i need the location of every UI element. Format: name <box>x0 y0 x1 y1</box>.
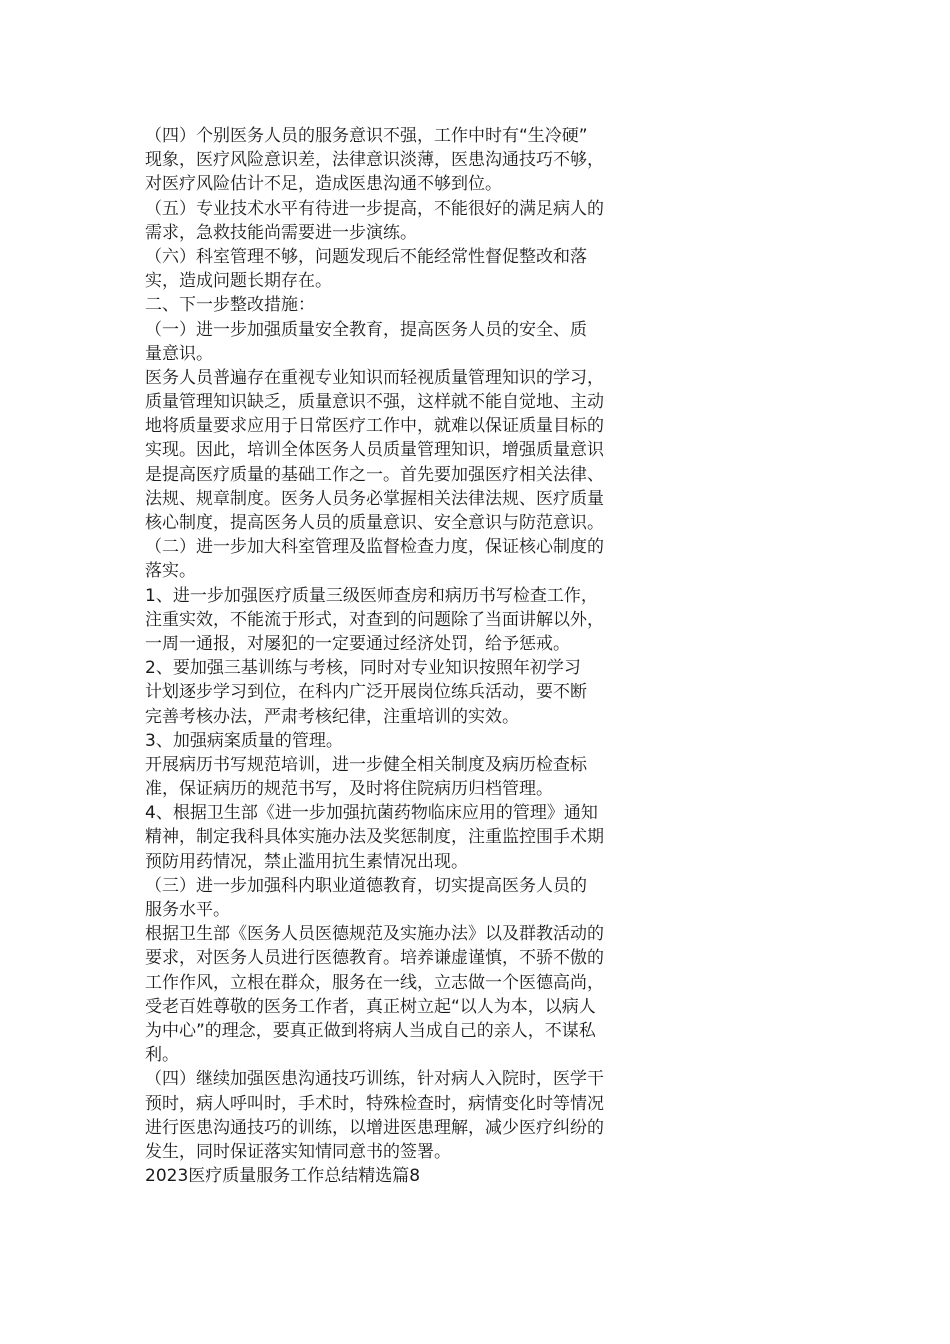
text-line: 工作作风，立根在群众，服务在一线，立志做一个医德高尚， <box>145 972 604 993</box>
text-line: 预时，病人呼叫时，手术时，特殊检查时，病情变化时等情况 <box>145 1093 604 1114</box>
text-line: 需求，急救技能尚需要进一步演练。 <box>145 222 417 243</box>
text-line: 1、进一步加强医疗质量三级医师查房和病历书写检查工作， <box>145 585 598 606</box>
text-line: 预防用药情况，禁止滥用抗生素情况出现。 <box>145 851 468 872</box>
text-line: 2、要加强三基训练与考核，同时对专业知识按照年初学习 <box>145 658 581 679</box>
text-line: （五）专业技术水平有待进一步提高，不能很好的满足病人的 <box>145 198 604 219</box>
text-line: 落实。 <box>145 561 196 582</box>
text-line: 发生，同时保证落实知情同意书的签署。 <box>145 1141 451 1162</box>
text-line: 质量管理知识缺乏，质量意识不强，这样就不能自觉地、主动 <box>145 392 604 413</box>
text-line: 实，造成问题长期存在。 <box>145 271 332 292</box>
text-line: （一）进一步加强质量安全教育，提高医务人员的安全、质 <box>145 319 587 340</box>
text-line: 受老百姓尊敬的医务工作者，真正树立起“以人为本，以病人 <box>145 996 596 1017</box>
text-line: 4、根据卫生部《进一步加强抗菌药物临床应用的管理》通知 <box>145 803 598 824</box>
text-line: 是提高医疗质量的基础工作之一。首先要加强医疗相关法律、 <box>145 464 604 485</box>
text-line: （六）科室管理不够，问题发现后不能经常性督促整改和落 <box>145 246 587 267</box>
text-line: 对医疗风险估计不足，造成医患沟通不够到位。 <box>145 174 502 195</box>
text-line: 根据卫生部《医务人员医德规范及实施办法》以及群教活动的 <box>145 924 604 945</box>
text-line: 法规、规章制度。医务人员务必掌握相关法律法规、医疗质量 <box>145 488 604 509</box>
text-line: 二、下一步整改措施： <box>145 295 315 316</box>
text-line: 计划逐步学习到位，在科内广泛开展岗位练兵活动，要不断 <box>145 682 587 703</box>
text-line: 实现。因此，培训全体医务人员质量管理知识，增强质量意识 <box>145 440 604 461</box>
document-body <box>145 124 670 1188</box>
text-line: 核心制度，提高医务人员的质量意识、安全意识与防范意识。 <box>145 513 604 533</box>
text-line: 精神，制定我科具体实施办法及奖惩制度，注重监控围手术期 <box>145 827 604 848</box>
text-line: 服务水平。 <box>145 900 230 920</box>
text-line: （四）个别医务人员的服务意识不强，工作中时有“生冷硬” <box>145 126 588 146</box>
text-line: 医务人员普遍存在重视专业知识而轻视质量管理知识的学习， <box>145 367 604 388</box>
text-line: 2023医疗质量服务工作总结精选篇8 <box>145 1166 421 1187</box>
text-line: 准，保证病历的规范书写，及时将住院病历归档管理。 <box>145 779 553 800</box>
text-line: 现象，医疗风险意识差，法律意识淡薄，医患沟通技巧不够， <box>145 150 604 171</box>
text-line: 进行医患沟通技巧的训练，以增进医患理解，减少医疗纠纷的 <box>145 1117 604 1138</box>
text-line: 注重实效，不能流于形式，对查到的问题除了当面讲解以外， <box>145 609 604 630</box>
text-line: 3、加强病案质量的管理。 <box>145 730 343 751</box>
text-line: 利。 <box>145 1045 179 1066</box>
text-line: 地将质量要求应用于日常医疗工作中，就难以保证质量目标的 <box>145 416 604 437</box>
text-line: （三）进一步加强科内职业道德教育，切实提高医务人员的 <box>145 875 587 896</box>
text-line: 完善考核办法，严肃考核纪律，注重培训的实效。 <box>145 706 519 727</box>
text-line: 一周一通报，对屡犯的一定要通过经济处罚，给予惩戒。 <box>145 633 570 654</box>
text-line: 要求，对医务人员进行医德教育。培养谦虚谨慎，不骄不傲的 <box>145 948 604 969</box>
text-line: 量意识。 <box>145 343 213 364</box>
text-line: 为中心”的理念，要真正做到将病人当成自己的亲人，不谋私 <box>145 1020 596 1041</box>
text-line: （二）进一步加大科室管理及监督检查力度，保证核心制度的 <box>145 537 604 558</box>
text-line: （四）继续加强医患沟通技巧训练，针对病人入院时，医学干 <box>145 1069 604 1090</box>
text-line: 开展病历书写规范培训，进一步健全相关制度及病历检查标 <box>145 754 587 775</box>
